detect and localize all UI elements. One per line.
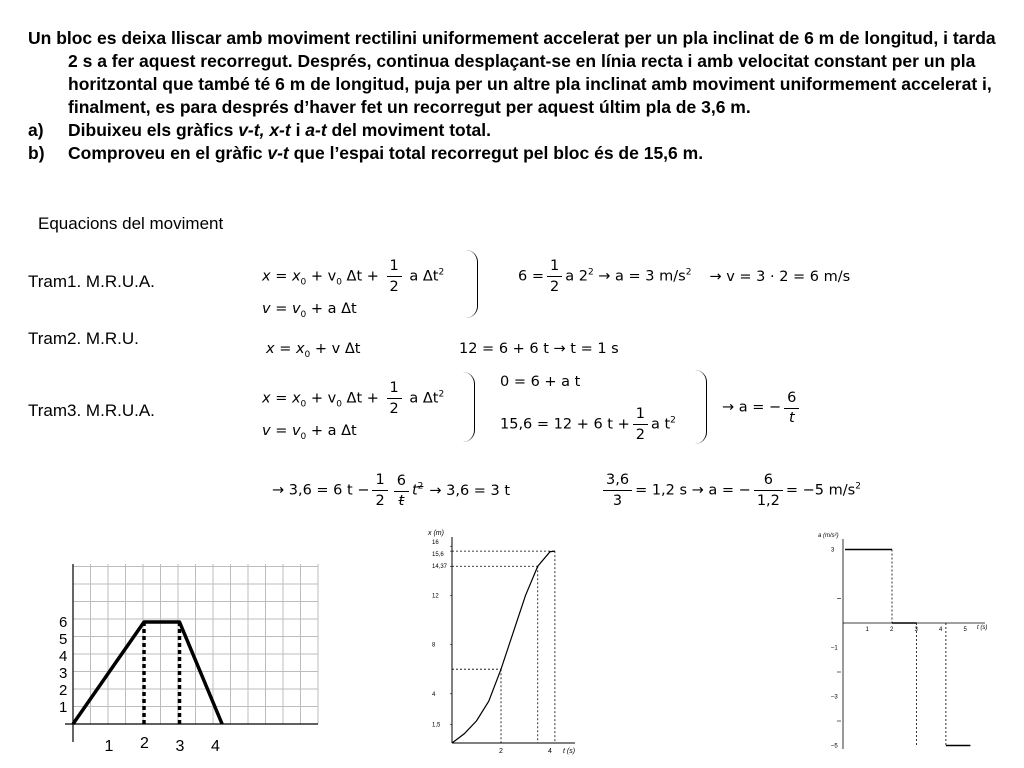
vt-marks — [73, 622, 222, 724]
tram3-sys2: 15,6 = 12 + 6 t + $\frac{1}{2}$ a $t^2$ — [500, 406, 676, 443]
question-b-text: Comproveu en el gràfic — [68, 143, 268, 163]
y-tick-label: 16 — [432, 540, 439, 547]
tram1-system — [262, 250, 478, 318]
tram3-system — [262, 372, 475, 442]
question-a — [28, 119, 1008, 142]
y-tick-label: 4 — [432, 691, 436, 698]
y-tick-label: 5 — [59, 631, 68, 648]
y-tick-label: 14,37 — [432, 564, 448, 571]
section-heading: Equacions del moviment — [38, 214, 224, 233]
tram3-solve-system — [488, 370, 707, 444]
at-labels — [818, 533, 987, 750]
vt-chart — [55, 548, 325, 763]
y-tick-label: 12 — [432, 593, 439, 600]
x-axis-label: t (s) — [977, 625, 988, 631]
tram3-eq-x: $x = x_0 + v_0$ Δt + $\frac{1}{2}$ a $\Delta t^2$ — [262, 380, 445, 417]
x-tick-label: 3 — [175, 738, 185, 755]
vt-grid — [73, 564, 318, 724]
x-tick-label: 4 — [211, 738, 220, 755]
x-tick-label: 1 — [104, 738, 114, 755]
at-chart — [815, 527, 1000, 755]
question-a-graphs: v-t, x-t — [238, 120, 291, 140]
x-tick-label: 4 — [939, 627, 943, 633]
tram2-eq: $x = x_0 + v$ Δt — [266, 341, 361, 360]
question-a-text: Dibuixeu els gràfics — [68, 120, 239, 140]
question-a-mid: i — [290, 120, 306, 140]
y-tick-label: –3 — [831, 694, 838, 701]
x-axis-label: t (s) — [563, 748, 576, 755]
y-axis-label: a (m/s²) — [818, 533, 839, 539]
y-tick-label: 2 — [59, 682, 68, 699]
y-axis-label: x (m) — [428, 530, 444, 537]
problem-statement — [28, 27, 1008, 165]
tram3-eq-v: $v = v_0 + a$ Δt — [262, 423, 357, 442]
x-tick-label: 2 — [140, 735, 149, 752]
tram3-a-expr: → a = − $\frac{6}{t}$ — [722, 388, 802, 427]
problem-text: Un bloc es deixa lliscar amb moviment rectilini uniformement accelerat per un pla inclinat de 6 m de longitud, i tarda 2 s a fer aquest recorregut. Després, continua desplaçant-se en línia recta i amb velocitat constant per un pla horitzontal que també té 6 m de longitud, puja per un altre pla inclinat amb moviment uniformement accelerat i, finalment, es para després d’haver fet un recorregut per aquest últim pla de 3,6 m. — [28, 28, 996, 117]
tram3-sys1: 0 = 6 + a t — [500, 374, 581, 390]
tram2-label: Tram2. M.R.U. — [28, 329, 139, 348]
x-tick-label: 3 — [914, 627, 918, 633]
y-tick-label: 4 — [59, 648, 68, 665]
y-tick-label: 1,5 — [432, 722, 441, 729]
question-b-post: que l’espai total recorregut pel bloc és de 15,6 m. — [288, 143, 704, 163]
tram1-eq-x: $x = x_0 + v_0$ Δt + $\frac{1}{2}$ a $\Delta t^2$ — [262, 258, 445, 295]
tram3-label: Tram3. M.R.U.A. — [28, 401, 155, 420]
xt-marks — [452, 551, 555, 743]
y-tick-label: 3 — [59, 665, 68, 682]
y-tick-label: 8 — [432, 642, 436, 649]
tram2-calc: 12 = 6 + 6 t → t = 1 s — [459, 341, 619, 357]
y-tick-label: 1 — [59, 699, 68, 716]
question-a-graph3: a-t — [305, 120, 327, 140]
series-line-x — [452, 551, 555, 743]
series-line-v — [73, 622, 222, 724]
x-tick-label: 2 — [499, 748, 503, 755]
question-a-post: del moviment total. — [326, 120, 492, 140]
at-axes — [843, 539, 988, 749]
x-tick-label: 5 — [963, 627, 967, 633]
derivation-result: $\frac{3,6}{3}$ = 1,2 s → a = − $\frac{6}{1,2}$ = −5 $m/s^2$ — [600, 470, 861, 511]
y-tick-label: 3 — [831, 547, 835, 554]
x-tick-label: 1 — [865, 627, 869, 633]
y-tick-label: –1 — [831, 645, 838, 652]
derivation-step: → 3,6 = 6 t − $\frac{1}{2}$ $\frac{6}{t} t^2 \to 3,6 = 3$ t — [272, 472, 511, 509]
question-b-graph: v-t — [267, 143, 289, 163]
question-b — [28, 142, 1008, 165]
question-b-label: b) — [28, 143, 45, 163]
tram1-label: Tram1. M.R.U.A. — [28, 272, 155, 291]
xt-axes — [452, 537, 575, 743]
x-tick-label: 4 — [548, 748, 552, 755]
tram1-calc: 6 = $\frac{1}{2}$ a $2^2 \to a = 3$ $m/s^2 \to v = 3 \cdot 2 = 6$ m/s — [518, 258, 851, 295]
question-a-label: a) — [28, 120, 44, 140]
y-tick-label: 6 — [59, 614, 68, 631]
xt-chart — [415, 525, 595, 757]
tram1-eq-v: $v = v_0 + a$ Δt — [262, 301, 357, 320]
y-tick-label: –5 — [831, 743, 838, 750]
at-marks — [845, 550, 970, 746]
x-tick-label: 2 — [890, 627, 894, 633]
y-tick-label: 15,6 — [432, 552, 444, 559]
